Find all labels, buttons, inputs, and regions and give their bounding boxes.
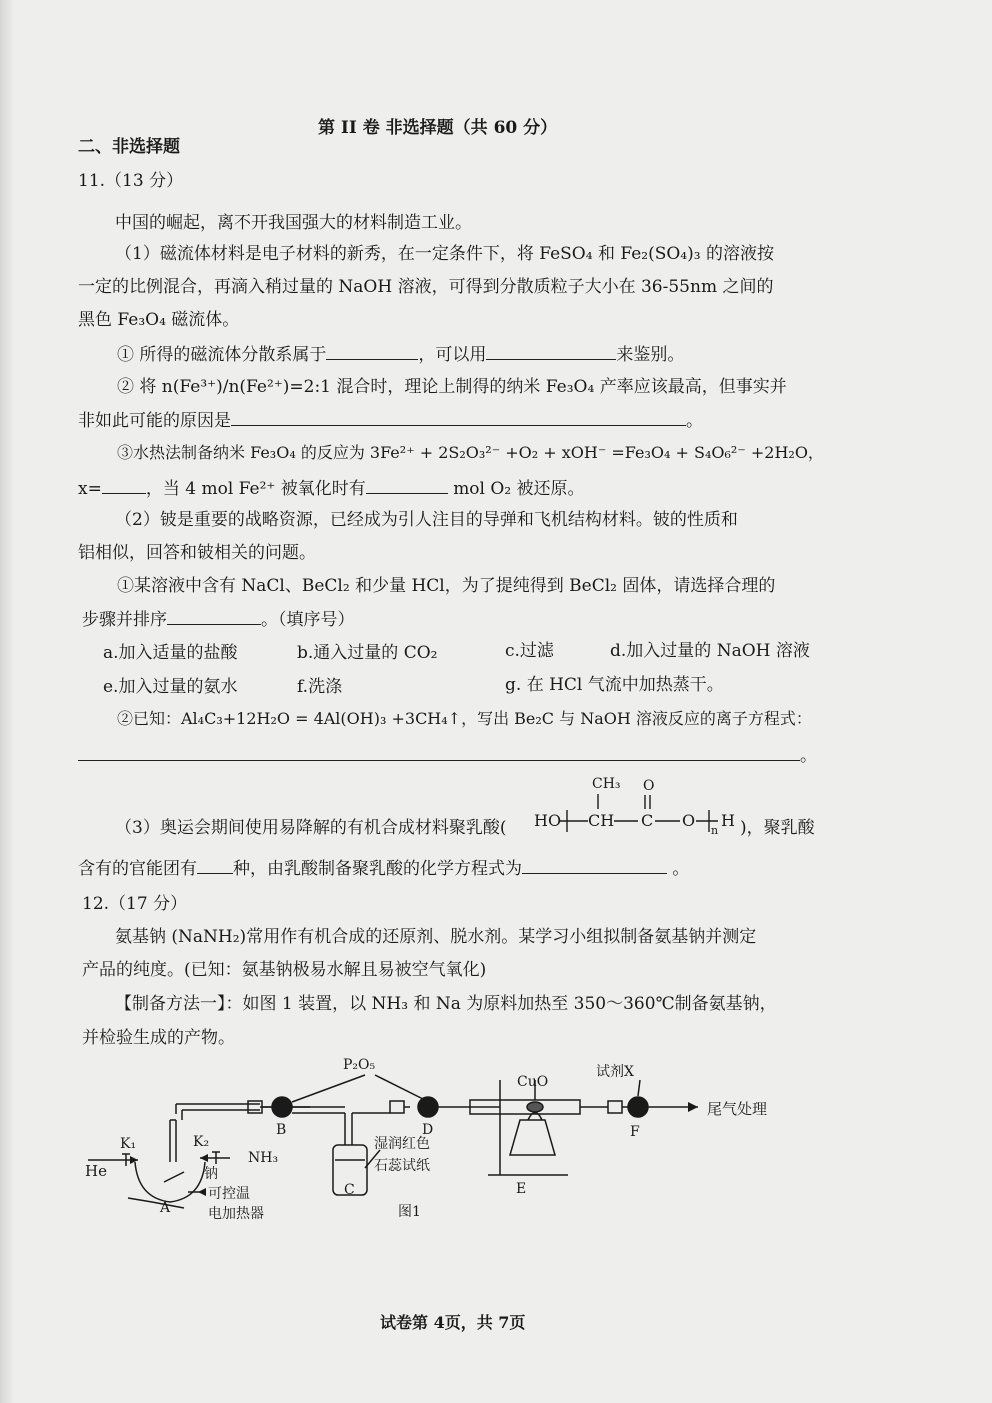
q11-sub1-c: 来鉴别。	[616, 345, 685, 365]
q11-sub2-prompt: 非如此可能的原因是	[78, 411, 231, 431]
label-sodium: 钠	[204, 1166, 218, 1182]
scan-shadow	[0, 0, 14, 1403]
q11-sub2-line1: ② 将 n(Fe³⁺)/n(Fe²⁺)=2:1 混合时，理论上制得的纳米 Fe₃O₄ 产率应该最高，但事实并	[117, 377, 787, 397]
option-e: e.加入过量的氨水	[103, 677, 238, 697]
q11-sub1-a: ① 所得的磁流体分散系属于	[117, 345, 327, 365]
q11-sub3-end: mol O₂ 被还原。	[453, 479, 585, 499]
answer-blank-functional-groups[interactable]	[197, 857, 233, 874]
label-k1: K₁	[120, 1136, 137, 1152]
q11-sub3-mid: ，当 4 mol Fe²⁺ 被氧化时有	[145, 479, 366, 499]
q11-sub2-end: 。	[686, 411, 703, 431]
q11-p1-line2: 一定的比例混合，再滴入稍过量的 NaOH 溶液，可得到分散质粒子大小在 36-55nm 之间的	[78, 277, 774, 297]
q11-p2-sub1-line2	[82, 608, 355, 631]
q12-number: 12.（17 分）	[82, 894, 188, 914]
q11-p2-line2: 铝相似，回答和铍相关的问题。	[78, 543, 316, 563]
alcohol-lamp	[510, 1120, 555, 1155]
q11-sub3-line1: ③水热法制备纳米 Fe₃O₄ 的反应为 3Fe²⁺ + 2S₂O₃²⁻ +O₂ + xOH⁻ =Fe₃O₄ + S₄O₆²⁻ +2H₂O，	[117, 443, 824, 462]
answer-blank-equation[interactable]	[522, 857, 667, 874]
label-e: E	[516, 1181, 527, 1197]
q11-p2-sub2-answer	[78, 744, 817, 767]
q11-intro: 中国的崛起，离不开我国强大的材料制造工业。	[115, 213, 472, 233]
label-he: He	[85, 1162, 107, 1180]
q11-p3-b: )，聚乳酸	[740, 818, 815, 838]
answer-blank-dispersion[interactable]	[326, 343, 418, 360]
formula-c: C	[641, 811, 654, 830]
q12-line4: 并检验生成的产物。	[82, 1028, 235, 1048]
formula-ch: CH	[588, 811, 615, 830]
label-d: D	[422, 1122, 434, 1138]
q11-p3-a: （3）奥运会期间使用易降解的有机合成材料聚乳酸(	[115, 818, 507, 838]
label-f: F	[630, 1124, 640, 1140]
option-b: b.通入过量的 CO₂	[297, 643, 438, 663]
option-a: a.加入适量的盐酸	[103, 643, 238, 663]
label-litmus-2: 石蕊试纸	[374, 1158, 430, 1174]
q12-line2: 产品的纯度。(已知：氨基钠极易水解且易被空气氧化)	[82, 960, 487, 980]
q11-p2-sub1-b: 。（填序号）	[261, 610, 355, 630]
option-c: c.过滤	[505, 641, 554, 661]
figure-caption: 图1	[398, 1204, 421, 1220]
drying-tube-d	[418, 1097, 438, 1117]
q11-p2-sub2-end: 。	[800, 746, 817, 766]
q11-number: 11.（13 分）	[78, 171, 184, 191]
label-k2: K₂	[193, 1134, 210, 1150]
option-f: f.洗涤	[297, 677, 343, 697]
label-litmus-1: 湿润红色	[374, 1136, 430, 1152]
formula-ch3: CH₃	[592, 776, 621, 792]
label-reagent-x: 试剂X	[596, 1064, 634, 1080]
q11-p1-line1: （1）磁流体材料是电子材料的新秀，在一定条件下，将 FeSO₄ 和 Fe₂(SO₄)₃ 的溶液按	[115, 244, 774, 264]
formula-o: O	[682, 811, 696, 830]
flask-a	[135, 1162, 205, 1202]
q12-line1: 氨基钠 (NaNH₂)常用作有机合成的还原剂、脱水剂。某学习小组拟制备氨基钠并测定	[115, 927, 757, 947]
formula-carbonyl-o: O	[643, 778, 655, 794]
q11-p3-line2-a: 含有的官能团有	[78, 859, 197, 879]
answer-blank-o2[interactable]	[366, 477, 448, 494]
answer-blank-x[interactable]	[102, 477, 146, 494]
part-title: 二、非选择题	[78, 137, 180, 157]
label-a: A	[160, 1200, 171, 1216]
option-d: d.加入过量的 NaOH 溶液	[610, 641, 810, 661]
drying-tube-b	[272, 1097, 292, 1117]
label-exhaust: 尾气处理	[707, 1100, 768, 1118]
q12-line3: 【制备方法一】：如图 1 装置，以 NH₃ 和 Na 为原料加热至 350～360℃制备氨基钠，	[115, 994, 777, 1014]
q11-p2-sub1-a: 步骤并排序	[82, 610, 167, 630]
q11-sub1	[117, 343, 684, 366]
q11-p2-sub2: ②已知：Al₄C₃+12H₂O = 4Al(OH)₃ +3CH₄↑，写出 Be₂C 与 NaOH 溶液反应的离子方程式：	[117, 709, 812, 728]
q11-p3-line2	[78, 857, 689, 880]
q11-sub2-line2	[78, 409, 703, 432]
label-p2o5: P₂O₅	[343, 1057, 376, 1073]
answer-blank-reason[interactable]	[231, 409, 686, 426]
formula-ho: HO	[534, 811, 562, 830]
q11-p3-line2-b: 种，由乳酸制备聚乳酸的化学方程式为	[233, 859, 522, 879]
answer-blank-order[interactable]	[167, 608, 261, 625]
formula-n: n	[711, 824, 719, 837]
label-cuo: CuO	[517, 1074, 549, 1090]
label-heater-1: 可控温	[208, 1186, 250, 1202]
q11-sub1-b: ，可以用	[418, 345, 487, 365]
drying-tube-f	[628, 1097, 648, 1117]
label-nh3: NH₃	[248, 1150, 279, 1166]
apparatus-figure	[80, 1050, 800, 1230]
q11-sub3-x: x=	[78, 479, 102, 499]
formula-h: H	[721, 811, 735, 830]
q11-sub3-line2	[78, 477, 585, 500]
option-g: g. 在 HCl 气流中加热蒸干。	[505, 675, 724, 695]
section-title: 第 II 卷 非选择题（共 60 分）	[318, 118, 558, 138]
label-b: B	[276, 1122, 287, 1138]
answer-blank-ionic-equation[interactable]	[78, 744, 800, 761]
heater	[128, 1198, 184, 1208]
polylactic-acid-formula	[534, 772, 740, 842]
answer-blank-identify[interactable]	[486, 343, 616, 360]
q11-p2-line1: （2）铍是重要的战略资源，已经成为引人注目的导弹和飞机结构材料。铍的性质和	[115, 510, 738, 530]
label-heater-2: 电加热器	[208, 1206, 264, 1222]
label-c: C	[344, 1182, 355, 1198]
q11-p3-line2-end: 。	[672, 859, 690, 879]
q11-p1-line3: 黑色 Fe₃O₄ 磁流体。	[78, 310, 240, 330]
q11-p2-sub1-line1: ①某溶液中含有 NaCl、BeCl₂ 和少量 HCl，为了提纯得到 BeCl₂ 固体，请选择合理的	[117, 576, 776, 596]
page-footer: 试卷第 4页，共 7页	[380, 1313, 526, 1332]
